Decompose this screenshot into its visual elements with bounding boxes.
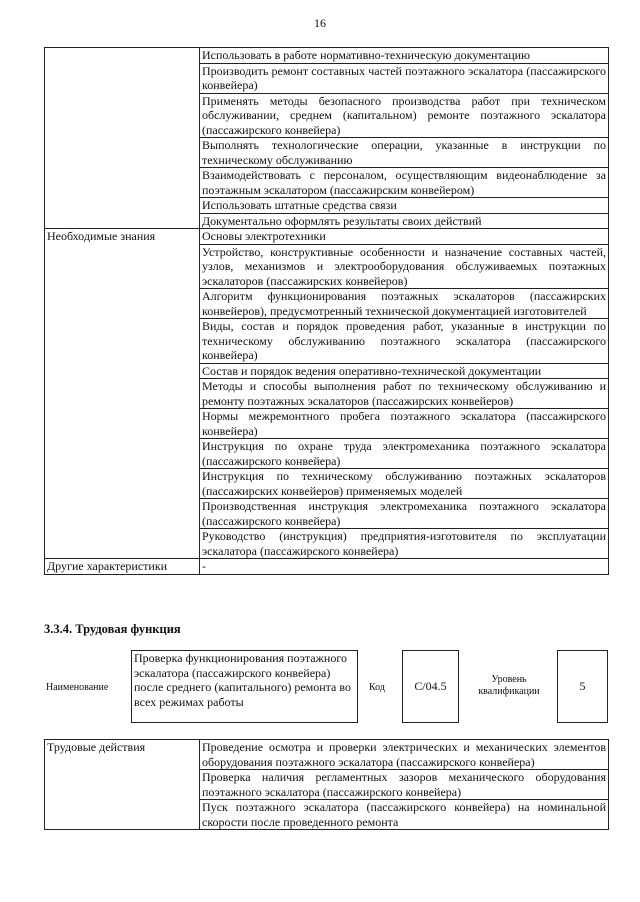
table-row: [45, 740, 609, 770]
action-item: Проведение осмотра и проверки электрических и механических элементов оборудования поэтажного эскалатора (пассажирского конвейера): [200, 740, 609, 770]
skill-item: Использовать в работе нормативно-техническую документацию: [200, 48, 609, 64]
action-item: Пуск поэтажного эскалатора (пассажирского конвейера) на номинальной скорости после проведенного ремонта: [200, 800, 609, 830]
other-value: -: [200, 559, 609, 575]
other-label: Другие характеристики: [45, 559, 200, 575]
skill-item: Взаимодействовать с персоналом, осуществляющим видеонаблюдение за поэтажным эскалатором (пассажирским конвейером): [200, 168, 609, 198]
skill-item: Применять методы безопасного производства работ при техническом обслуживании, среднем (капитальном) ремонте поэтажного эскалатора (пассажирского конвейера): [200, 93, 609, 138]
knowledge-item: Производственная инструкция электромеханика поэтажного эскалатора (пассажирского конвейера): [200, 499, 609, 529]
knowledge-item: Нормы межремонтного пробега поэтажного эскалатора (пассажирского конвейера): [200, 409, 609, 439]
code-value: С/04.5: [414, 679, 447, 694]
skill-item: Выполнять технологические операции, указанные в инструкции по техническому обслуживанию: [200, 138, 609, 168]
code-label: Код: [369, 682, 385, 693]
knowledge-item: Алгоритм функционирования поэтажных эскалаторов (пассажирских конвейеров), предусмотренный технической документацией изготовителей: [200, 289, 609, 319]
table-row: [45, 48, 609, 64]
skill-item: Производить ремонт составных частей поэтажного эскалатора (пассажирского конвейера): [200, 63, 609, 93]
knowledge-item: Устройство, конструктивные особенности и назначение составных частей, узлов, механизмов и электрооборудования обслуживаемых поэтажных эскалаторов (пассажирских конвейеров): [200, 244, 609, 289]
knowledge-item: Инструкция по охране труда электромеханика поэтажного эскалатора (пассажирского конвейера): [200, 439, 609, 469]
action-item: Проверка наличия регламентных зазоров механического оборудования поэтажного эскалатора (пассажирского конвейера): [200, 770, 609, 800]
knowledge-item: Методы и способы выполнения работ по техническому обслуживанию и ремонту поэтажных эскалаторов (пассажирских конвейеров): [200, 379, 609, 409]
table-row: [45, 229, 609, 245]
skill-item: Использовать штатные средства связи: [200, 198, 609, 214]
table-row: [45, 559, 609, 575]
level-value: 5: [579, 679, 586, 694]
knowledge-item: Состав и порядок ведения оперативно-технической документации: [200, 363, 609, 379]
skill-item: Документально оформлять результаты своих действий: [200, 213, 609, 229]
level-box: [557, 650, 608, 723]
actions-label: Трудовые действия: [45, 740, 200, 830]
function-name-box: Проверка функционирования поэтажного эскалатора (пассажирского конвейера) после среднего (капитального) ремонта во всех режимах работы: [131, 650, 358, 723]
level-label: Уровень квалификации: [478, 674, 540, 697]
knowledge-label: Необходимые знания: [45, 229, 200, 559]
skills-label-cell: [45, 48, 200, 229]
knowledge-item: Основы электротехники: [200, 229, 609, 245]
name-label: Наименование: [46, 682, 109, 693]
knowledge-skills-table: [44, 47, 609, 575]
knowledge-item: Руководство (инструкция) предприятия-изготовителя по эксплуатации эскалатора (пассажирского конвейера): [200, 529, 609, 559]
labor-actions-table: [44, 739, 609, 830]
knowledge-item: Виды, состав и порядок проведения работ, указанные в инструкции по техническому обслуживанию поэтажного эскалатора (пассажирского конвейера): [200, 319, 609, 364]
knowledge-item: Инструкция по техническому обслуживанию поэтажных эскалаторов (пассажирских конвейеров) применяемых моделей: [200, 469, 609, 499]
code-box: [402, 650, 459, 723]
section-title: 3.3.4. Трудовая функция: [44, 622, 181, 636]
page-number: 16: [314, 16, 326, 30]
